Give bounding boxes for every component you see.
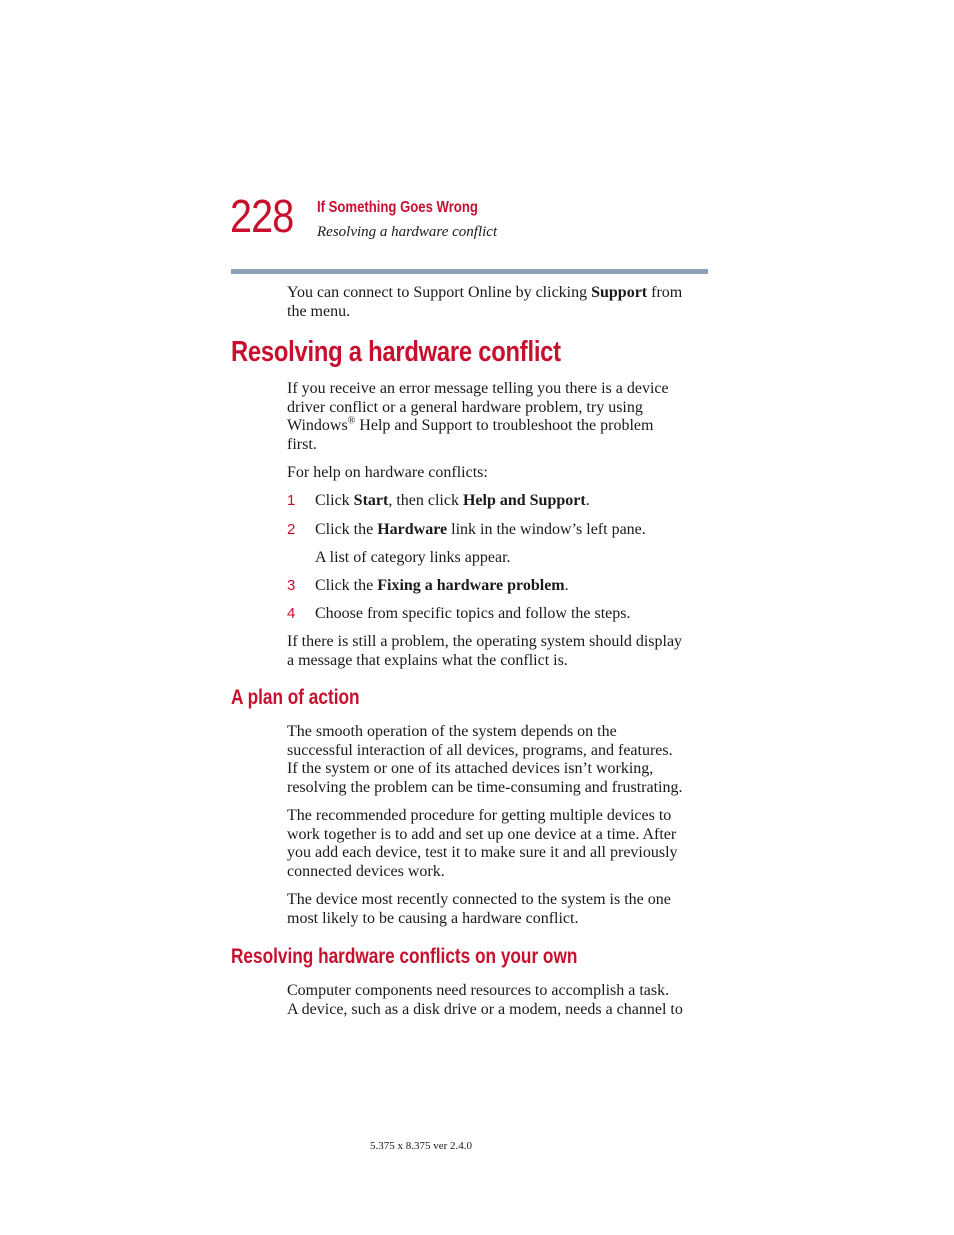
text-line: If you receive an error message telling you there is a device xyxy=(287,380,669,397)
step-number: 1 xyxy=(287,492,296,509)
section1-paragraph-1 xyxy=(287,380,712,454)
text-line: Computer components need resources to accomplish a task. xyxy=(287,982,670,999)
text-line: resolving the problem can be time-consuming and frustrating. xyxy=(287,778,683,796)
section-heading-own: Resolving hardware conflicts on your own xyxy=(231,945,578,968)
text-line: If the system or one of its attached devices isn’t working, xyxy=(287,760,654,777)
step-text: Click the Hardware link in the window’s left pane. xyxy=(315,521,646,538)
text-line: Help and Support to troubleshoot the problem xyxy=(355,417,654,434)
text-line: The recommended procedure for getting multiple devices to xyxy=(287,807,672,824)
intro-line2: the menu. xyxy=(287,302,351,320)
section2-paragraph-3 xyxy=(287,891,712,928)
text-line: driver conflict or a general hardware problem, try using xyxy=(287,398,643,416)
support-term: Support xyxy=(591,284,648,301)
step-number: 4 xyxy=(287,605,296,622)
step-number: 3 xyxy=(287,577,296,594)
step-text: Choose from specific topics and follow the steps. xyxy=(315,605,631,622)
text-line: a message that explains what the conflict is. xyxy=(287,651,568,669)
text-line: most likely to be causing a hardware conflict. xyxy=(287,909,579,927)
section2-paragraph-2 xyxy=(287,807,712,881)
text-line: The smooth operation of the system depends on the xyxy=(287,723,617,740)
text-line: If there is still a problem, the operating system should display xyxy=(287,633,683,650)
step-number: 2 xyxy=(287,521,296,538)
section2-paragraph-1 xyxy=(287,723,712,797)
text-line: work together is to add and set up one device at a time. After xyxy=(287,825,677,843)
section1-paragraph-2: For help on hardware conflicts: xyxy=(287,464,488,481)
registered-mark: ® xyxy=(347,415,356,427)
step-note-text: A list of category links appear. xyxy=(315,549,511,566)
intro-paragraph xyxy=(287,284,712,321)
step-text: Click the Fixing a hardware problem. xyxy=(315,577,569,594)
text-line: successful interaction of all devices, programs, and features. xyxy=(287,741,673,759)
text-line: connected devices work. xyxy=(287,862,445,880)
section-heading-plan: A plan of action xyxy=(231,686,360,709)
section3-paragraph-1 xyxy=(287,982,712,1019)
section1-paragraph-3 xyxy=(287,633,712,670)
page-number: 228 xyxy=(230,190,294,242)
running-section-title: Resolving a hardware conflict xyxy=(317,224,498,240)
intro-text-end: from xyxy=(647,284,683,301)
intro-text: You can connect to Support Online by clicking xyxy=(287,284,592,301)
text-line: you add each device, test it to make sure it and all previously xyxy=(287,844,678,861)
text-line: first. xyxy=(287,435,317,453)
step-text: Click Start, then click Help and Support. xyxy=(315,492,590,509)
footer-version: 5.375 x 8.375 ver 2.4.0 xyxy=(370,1140,473,1152)
windows-term: Windows xyxy=(287,417,348,434)
header-rule xyxy=(231,269,708,274)
chapter-title: If Something Goes Wrong xyxy=(317,199,478,216)
text-line: The device most recently connected to the system is the one xyxy=(287,891,671,908)
text-line: A device, such as a disk drive or a modem, needs a channel to xyxy=(287,1000,683,1018)
section-heading-resolving: Resolving a hardware conflict xyxy=(231,336,561,368)
